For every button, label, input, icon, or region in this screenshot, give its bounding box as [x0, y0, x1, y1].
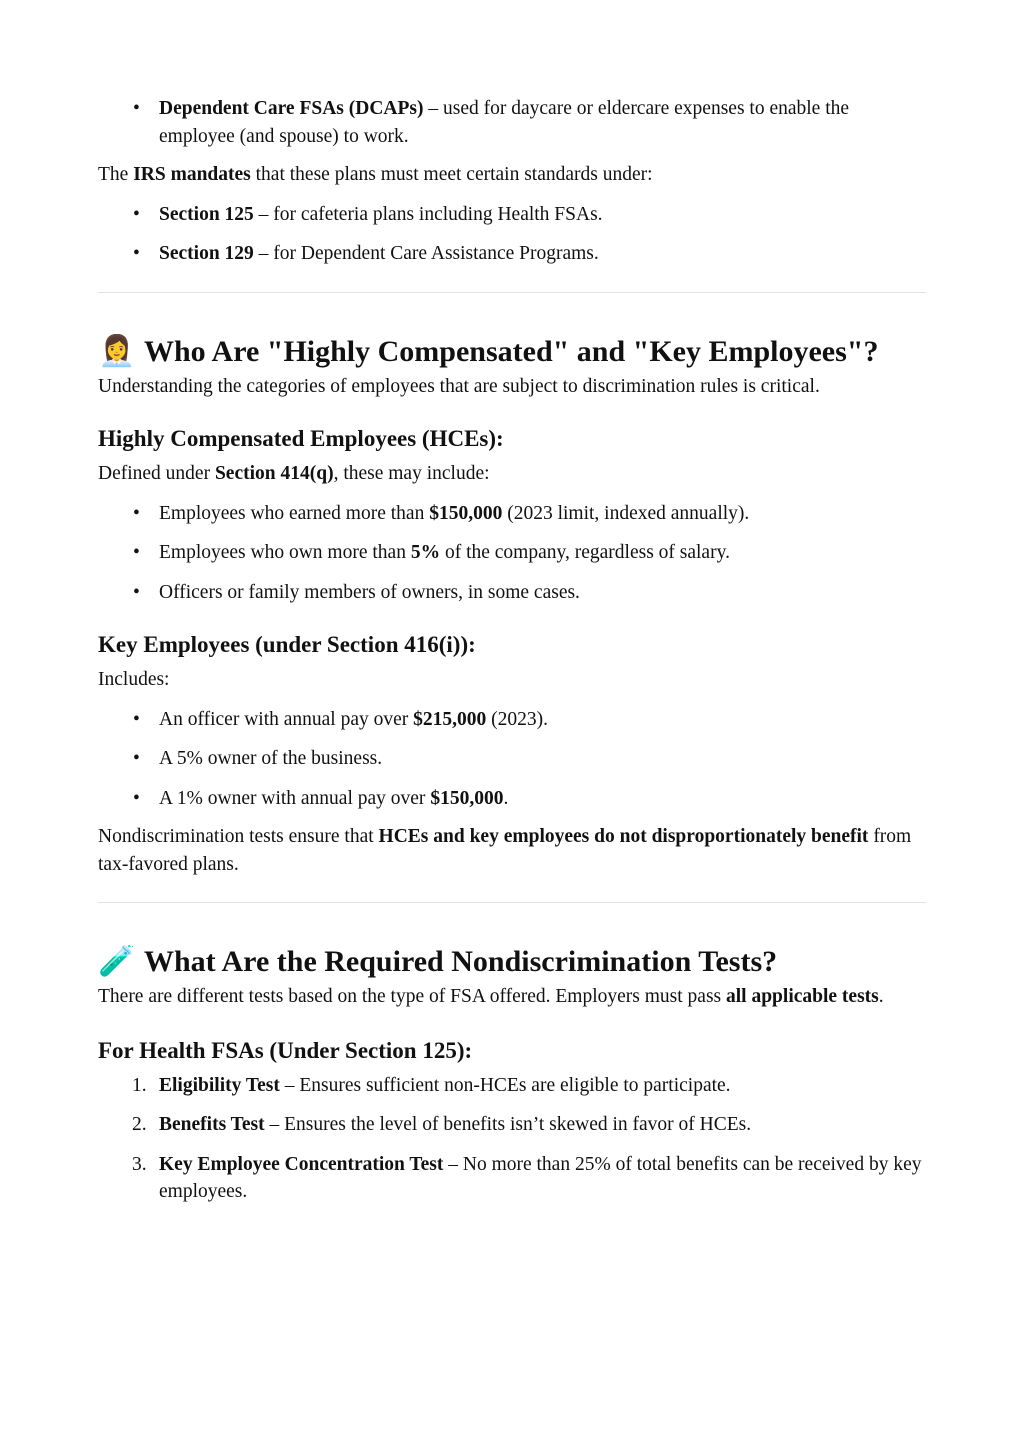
tests-lead: [98, 983, 926, 1011]
item-bold: $215,000: [413, 708, 487, 730]
irs-paragraph: [98, 161, 926, 189]
list-item: [98, 785, 926, 813]
health-fsa-tests-list: [98, 1072, 926, 1206]
list-item: [98, 1151, 926, 1206]
item-text: – for cafeteria plans including Health FSAs.: [253, 203, 603, 225]
bullet-icon: •: [133, 243, 140, 264]
item-bold: $150,000: [429, 502, 503, 524]
item-text: An officer with annual pay over: [159, 708, 414, 730]
key-employees-heading: Key Employees (under Section 416(i)):: [98, 632, 476, 657]
item-bold: $150,000: [430, 787, 504, 809]
bullet-icon: •: [133, 542, 140, 563]
item-text: – used for daycare or eldercare expenses to enable the employee (and spouse) to work.: [159, 98, 850, 147]
item-text: Officers or family members of owners, in some cases.: [159, 581, 580, 603]
item-text: Employees who own more than: [159, 542, 411, 563]
item-text: – Ensures sufficient non-HCEs are eligible to participate.: [279, 1074, 731, 1096]
divider: [98, 292, 926, 293]
list-item: [98, 240, 926, 268]
list-item: [98, 539, 926, 567]
bullet-icon: •: [133, 708, 140, 730]
item-number: 2.: [132, 1114, 147, 1135]
item-text: – Ensures the level of benefits isn’t skewed in favor of HCEs.: [264, 1114, 752, 1135]
item-text: (2023).: [486, 708, 549, 730]
text-bold: all applicable tests: [726, 986, 879, 1007]
document-page: [98, 95, 926, 1206]
item-number: 1.: [132, 1074, 147, 1096]
hce-heading: Highly Compensated Employees (HCEs):: [98, 426, 504, 451]
item-bold: 5%: [410, 542, 441, 563]
hce-list: [98, 500, 926, 607]
section-heading-who: [98, 334, 926, 370]
key-employees-list: [98, 706, 926, 813]
text: from tax-favored plans.: [98, 826, 912, 875]
item-text: Employees who earned more than: [159, 502, 430, 524]
list-item: [98, 201, 926, 229]
text-bold: HCEs and key employees do not disproportionately benefit: [378, 826, 869, 847]
item-text: – for Dependent Care Assistance Programs.: [253, 243, 599, 264]
list-item: [98, 95, 926, 150]
bullet-icon: •: [133, 748, 140, 769]
item-text: A 5% owner of the business.: [159, 748, 383, 769]
list-item: [98, 1072, 926, 1100]
item-bold: Eligibility Test: [159, 1074, 280, 1096]
heading-text: Who Are "Highly Compensated" and "Key Employees"?: [144, 334, 879, 368]
item-bold: Key Employee Concentration Test: [159, 1153, 444, 1175]
heading-text: What Are the Required Nondiscrimination Tests?: [144, 945, 778, 978]
item-text: of the company, regardless of salary.: [440, 542, 730, 563]
list-item: [98, 500, 926, 528]
businesswoman-icon: 👩‍💼: [98, 333, 136, 369]
item-bold: Dependent Care FSAs (DCAPs): [159, 98, 424, 119]
item-text: (2023 limit, indexed annually).: [502, 502, 750, 524]
bullet-icon: •: [133, 98, 140, 119]
text: The: [98, 164, 134, 185]
text: that these plans must meet certain standards under:: [250, 164, 653, 185]
item-bold: Benefits Test: [159, 1114, 265, 1135]
test-tube-icon: 🧪: [98, 944, 136, 979]
text: .: [878, 986, 884, 1007]
bullet-icon: •: [133, 581, 140, 603]
text-bold: IRS mandates: [133, 164, 251, 185]
text: Nondiscrimination tests ensure that: [98, 826, 379, 847]
list-item: [98, 706, 926, 734]
text: Defined under: [98, 463, 215, 484]
item-number: 3.: [132, 1153, 147, 1175]
item-bold: Section 125: [159, 203, 254, 225]
bullet-icon: •: [133, 502, 140, 524]
item-text: .: [503, 787, 509, 809]
list-item: [98, 579, 926, 607]
includes-label: Includes:: [98, 669, 170, 690]
who-lead: Understanding the categories of employees that are subject to discrimination rules is critical.: [98, 375, 820, 397]
closing-paragraph: [98, 823, 926, 878]
text: , these may include:: [333, 463, 490, 484]
text-bold: Section 414(q): [214, 463, 334, 484]
list-item: [98, 1111, 926, 1139]
bullet-icon: •: [133, 787, 140, 809]
health-fsa-heading: For Health FSAs (Under Section 125):: [98, 1037, 473, 1063]
item-text: A 1% owner with annual pay over: [159, 787, 431, 809]
list-item: [98, 745, 926, 773]
bullet-icon: •: [133, 203, 140, 225]
hce-definition: [98, 460, 926, 488]
item-bold: Section 129: [159, 243, 254, 264]
item-text: – No more than 25% of total benefits can be received by key employees.: [159, 1153, 922, 1202]
fsa-type-list: [98, 95, 926, 150]
section-heading-tests: [98, 944, 926, 980]
divider: [98, 902, 926, 903]
text: There are different tests based on the type of FSA offered. Employers must pass: [98, 986, 726, 1007]
irs-sections-list: [98, 201, 926, 268]
